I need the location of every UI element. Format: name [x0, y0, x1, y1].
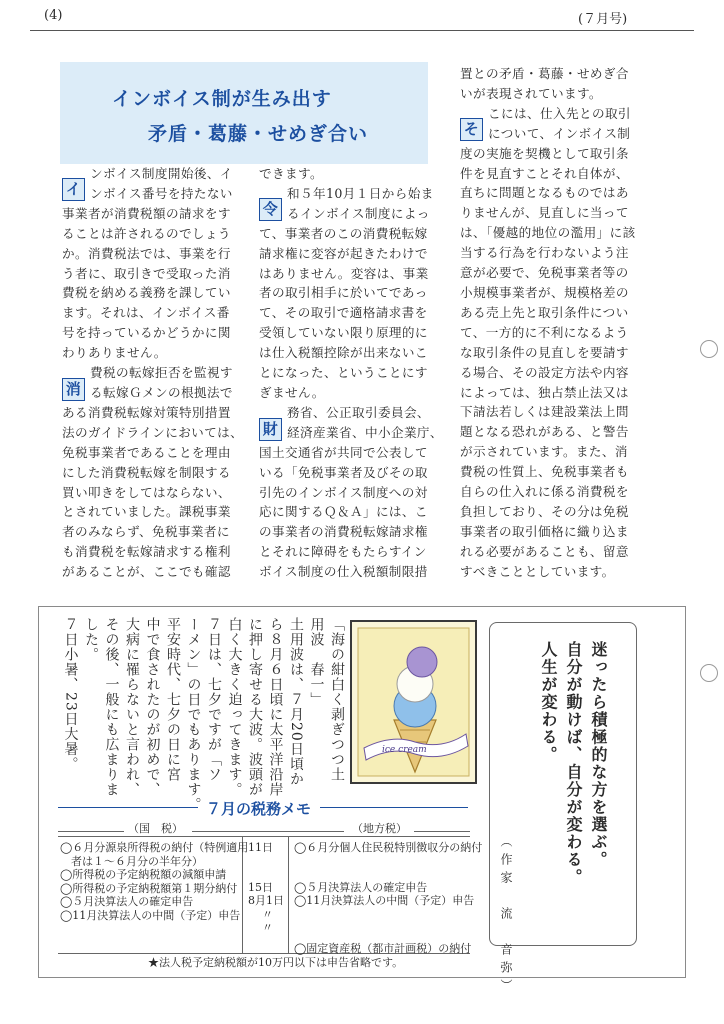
text-line: 請求権に変容が起きたわけで — [259, 245, 428, 261]
text-line: 件を見直すことそれ自体が、 — [460, 165, 629, 181]
text-line: 8月1日 — [248, 894, 284, 908]
paragraph — [259, 403, 449, 582]
memo-table — [58, 836, 483, 955]
paragraph — [259, 184, 449, 403]
drop-initial: 令 — [259, 198, 282, 221]
text-line: ボイス制度の仕入税額制限措 — [259, 564, 428, 580]
text-line: ◯５月決算法人の確定申告 — [294, 880, 428, 894]
quote-line: 人生が変わる。 — [539, 641, 558, 764]
text-line: て、一方的に不利になるよう — [460, 324, 629, 340]
text-line: も消費税を転嫁請求する権利 — [62, 544, 231, 560]
text-line: は、「優越的地位の濫用」に該 — [460, 225, 636, 241]
seasonal-line: ７日は、七夕ですが「ソ — [206, 617, 222, 782]
text-line: 費税の性質上、免税事業者も — [460, 464, 629, 480]
text-line: 小規模事業者が、規模格差の — [460, 284, 629, 300]
text-line: ◯６月分個人住民税特別徴収分の納付 — [294, 841, 483, 854]
seasonal-line: に押し寄せる大波。波頭が — [247, 617, 263, 797]
memo-local-head: （地方税） — [352, 822, 407, 835]
text-line: 経済産業省、中小企業庁、 — [287, 424, 443, 440]
text-line: りませんが、見直しに当って — [460, 205, 629, 221]
text-line: ることは許されるのでしょう — [62, 225, 231, 241]
memo-head-rule — [192, 831, 344, 832]
drop-initial: 財 — [259, 418, 282, 441]
memo-dates — [248, 841, 286, 935]
memo-rule-left — [58, 807, 198, 808]
text-line: 事業者の取引価格に織り込ま — [460, 523, 629, 539]
seasonal-line: 中で食されたのが初めで、 — [144, 617, 161, 797]
text-line: にした消費税転嫁を制限する — [62, 464, 231, 480]
text-line: わりありません。 — [62, 345, 167, 361]
article-column-2 — [259, 164, 449, 582]
memo-rule-right — [320, 807, 468, 808]
article-column-1 — [62, 164, 252, 582]
text-line: は仕入税額控除が出来ないこ — [259, 345, 428, 361]
text-line: があることが、ここでも確認 — [62, 564, 231, 580]
text-line: 国土交通省が共同で公表して — [259, 444, 428, 460]
ice-cream-icon — [352, 622, 475, 782]
text-line: 当する行為を行わないよう注 — [460, 245, 629, 261]
binder-ring-icon — [700, 340, 718, 358]
text-line: ◯所得税の予定納税額第１期分納付 — [60, 881, 238, 895]
text-line: とされていました。課税事業 — [62, 504, 231, 520]
text-line: 下請法若しくは建設業法上問 — [460, 404, 629, 420]
text-line: 題となる恐れがある、と警告 — [460, 424, 629, 440]
text-line: 者のみならず、免税事業者に — [62, 524, 230, 540]
quote-author: （作家 流 音弥） — [499, 835, 513, 997]
memo-footnote: ★法人税予定納税額が10万円以下は申告省略です。 — [148, 956, 404, 969]
text-line: とそれに障碍をもたらすイン — [259, 544, 427, 560]
text-line: ◯11月決算法人の中間（予定）申告 — [60, 908, 241, 922]
seasonal-line: した。 — [83, 617, 99, 662]
text-line: はありません。変容は、事業 — [259, 265, 429, 281]
issue-label: (７月号) — [578, 12, 628, 27]
text-line: る場合、その設定方法や内容 — [460, 364, 629, 380]
seasonal-line: ーメン」の日でもあります。 — [185, 617, 202, 812]
text-line: 自らの仕入れに係る消費税を — [460, 484, 629, 500]
memo-head-rule — [414, 831, 470, 832]
text-line: いが表現されています。 — [460, 85, 602, 101]
seasonal-line: 用波 春一」 — [308, 617, 325, 707]
text-line: 費税の転嫁拒否を監視す — [90, 365, 233, 381]
text-line: か。消費税法では、事業を行 — [62, 245, 231, 261]
text-line: こには、仕入先との取引 — [488, 105, 631, 121]
text-line: ◯固定資産税（都市計画税）の納付 — [294, 941, 472, 955]
article-title-line1: インボイス制が生み出す — [112, 88, 332, 110]
paragraph — [460, 64, 660, 104]
memo-title: ７月の税務メモ — [206, 800, 312, 818]
memo-head-rule — [58, 831, 124, 832]
header-rule — [30, 30, 694, 31]
text-line: が示されています。また、消 — [460, 444, 628, 460]
text-line: 免税事業者であることを理由 — [62, 444, 231, 460]
text-line: によっては、独占禁止法又は — [460, 384, 629, 400]
paragraph — [62, 164, 252, 363]
quote-line: 自分が動けば、自分が変わる。 — [564, 641, 583, 886]
quote-box — [489, 622, 637, 997]
memo-national-list — [60, 841, 248, 923]
article-title-box — [60, 62, 428, 164]
text-line: ます。それは、インボイス番 — [62, 305, 230, 321]
text-line: ◯所得税の予定納税額の減額申請 — [60, 868, 227, 882]
text-line: 者は１～６月分の半年分） — [60, 854, 203, 868]
text-line: ンボイス番号を持たない — [90, 185, 233, 201]
quote-text — [536, 641, 611, 886]
seasonal-line: 土用波は、７月20日頃か — [288, 617, 304, 787]
seasonal-line: ７日小暑、23日大暑。 — [62, 617, 79, 772]
text-line: 受領していない限り原理的に — [259, 325, 428, 341]
text-line: ぎません。 — [259, 384, 325, 400]
text-line: て、その取引で適格請求書を — [259, 305, 428, 321]
seasonal-line: 大病に罹らないと言われ、 — [124, 617, 140, 797]
text-line: 15日 — [248, 880, 273, 894]
drop-initial: そ — [460, 118, 483, 141]
text-line: う者に、取引きで受取った消 — [62, 265, 231, 281]
article-title-line2: 矛盾・葛藤・せめぎ合い — [148, 123, 369, 145]
text-line: できます。 — [259, 166, 323, 181]
memo-table-divider — [288, 837, 289, 953]
text-line: 応に関するＱ＆Ａ」には、こ — [259, 504, 428, 520]
article-column-3 — [460, 64, 660, 582]
text-line: ◯11月決算法人の中間（予定）申告 — [294, 894, 475, 908]
text-line: ンボイス制度開始後、イ — [90, 166, 233, 181]
text-line: 直ちに問題となるものではあ — [460, 185, 629, 201]
seasonal-line: ら８月６日頃に太平洋沿岸 — [267, 617, 284, 797]
text-line: 者の取引相手に於いてであっ — [259, 285, 428, 301]
text-line: 引先のインボイス制度への対 — [259, 484, 428, 500]
seasonal-line: その後、一般にも広まりま — [103, 617, 120, 797]
ice-cream-banner: ice cream — [382, 745, 427, 755]
drop-initial: イ — [62, 178, 85, 201]
memo-national-head: （国 税） — [128, 822, 183, 835]
text-line: 事業者が消費税額の請求をす — [62, 205, 231, 221]
seasonal-line: 白く大きく迫ってきます。 — [226, 617, 243, 797]
text-line: ◯６月分源泉所得税の納付（特例適用 — [60, 841, 249, 854]
page-number: (4) — [44, 8, 63, 23]
text-line: 度の実施を契機として取引条 — [460, 145, 629, 161]
paragraph — [460, 104, 660, 582]
text-line: ◯５月決算法人の確定申告 — [60, 895, 194, 909]
text-line: とになった、ということにす — [259, 365, 428, 381]
text-line: いる「免税事業者及びその取 — [259, 464, 428, 480]
ice-cream-illustration — [350, 620, 477, 784]
text-line: 費税を納める義務を課してい — [62, 285, 231, 301]
text-line: ある売上先と取引条件につい — [460, 304, 629, 320]
text-line: 負担しており、その分は免税 — [460, 503, 629, 519]
text-line: 意が必要で、免税事業者等の — [460, 265, 629, 281]
text-line: 買い叩きをしてはならない、 — [62, 484, 231, 500]
text-line: 11日 — [248, 841, 273, 854]
text-line: 〃 — [262, 921, 273, 935]
seasonal-line: 平安時代、七夕の日に宮 — [165, 617, 181, 782]
text-line: 置との矛盾・葛藤・せめぎ合 — [460, 66, 629, 81]
text-line: 務省、公正取引委員会、 — [287, 404, 430, 420]
text-line: 〃 — [262, 907, 273, 921]
quote-line: 迷ったら積極的な方を選ぶ。 — [589, 641, 608, 869]
binder-ring-icon — [700, 664, 718, 682]
text-line: て、事業者のこの消費税転嫁 — [259, 225, 428, 241]
drop-initial: 消 — [62, 378, 85, 401]
paragraph — [62, 363, 252, 582]
text-line: 号を持っているかどうかに関 — [62, 325, 231, 341]
seasonal-line: 「海の紺白く剥ぎつつ土 — [329, 617, 345, 782]
text-line: 和５年10月１日から始ま — [287, 185, 434, 201]
text-line: について、インボイス制 — [488, 125, 631, 141]
text-line: るインボイス制度によっ — [287, 205, 430, 221]
text-line: 法のガイドラインにおいては、 — [62, 424, 244, 440]
text-line: な取引条件の見直しを要請す — [460, 344, 629, 360]
text-line: の事業者の消費税転嫁請求権 — [259, 524, 428, 540]
memo-local-list — [294, 841, 482, 955]
text-line: すべきこととしています。 — [460, 563, 615, 579]
text-line: る転嫁Ｇメンの根拠法で — [90, 384, 233, 400]
text-line: ある消費税転嫁対策特別措置 — [62, 404, 231, 420]
text-line: れる必要があることも、留意 — [460, 543, 629, 559]
